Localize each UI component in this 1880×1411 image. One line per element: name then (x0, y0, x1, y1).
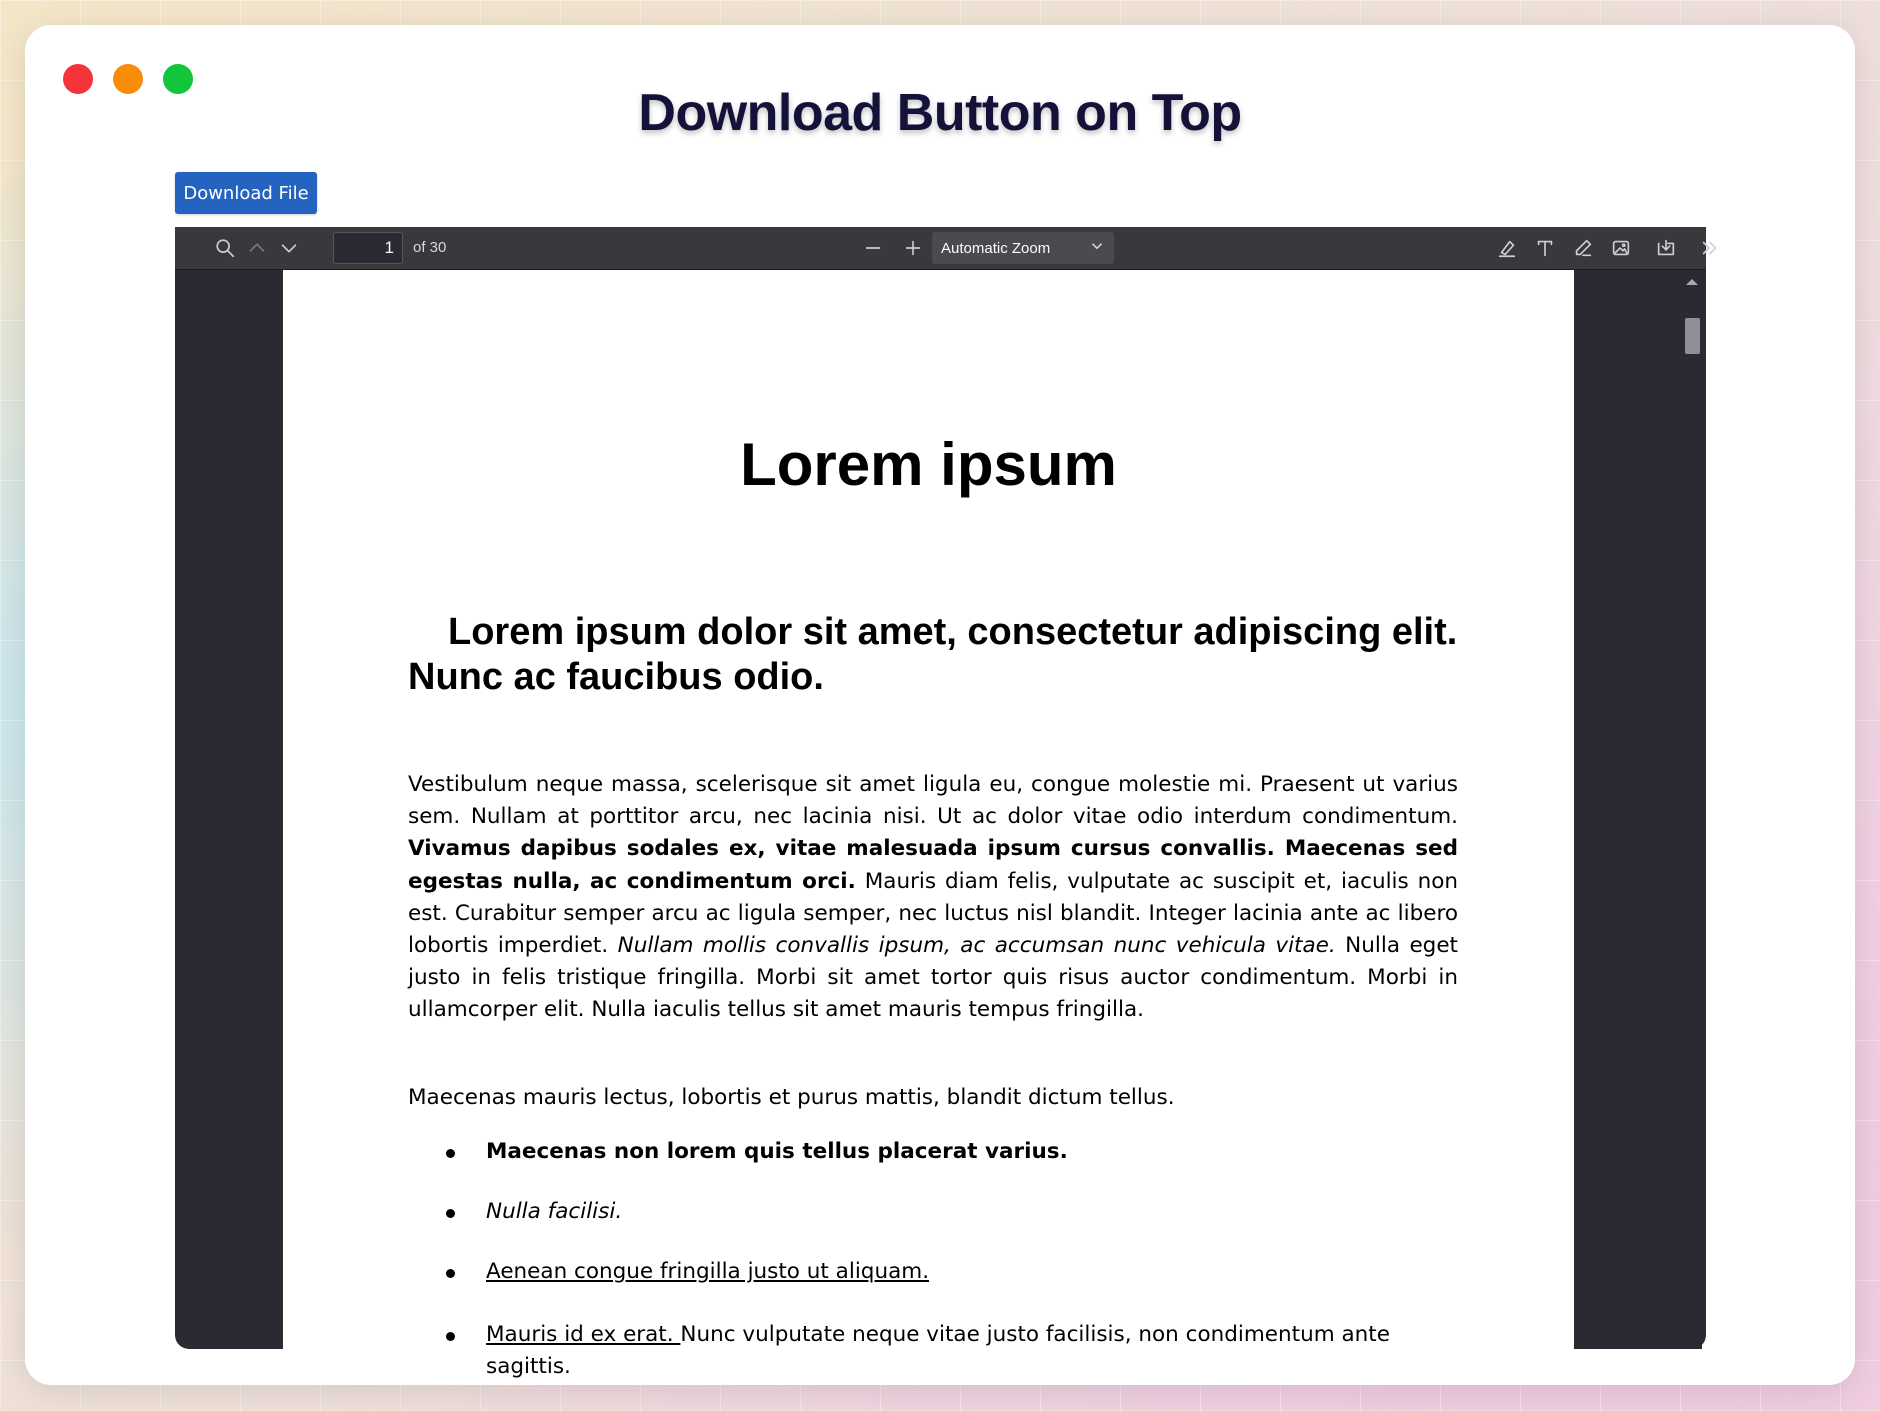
paragraph-italic-text: Nullam mollis convallis ipsum, ac accumsan nunc vehicula vitae. (617, 933, 1336, 959)
document-subtitle: Lorem ipsum dolor sit amet, consectetur adipiscing elit. Nunc ac faucibus odio. (408, 611, 1458, 698)
paragraph-text: Mauris diam felis, vulputate ac suscipit et, iaculis non est. Curabitur semper arcu ac ligula semper, nec luctus nisl blandit. Integer lacinia ante ac libero lobortis imperdiet. (408, 868, 1458, 959)
document-title: Lorem ipsum (740, 431, 1117, 498)
pdf-viewer (175, 227, 1706, 1379)
chevron-down-icon (1088, 237, 1106, 259)
document-paragraph (408, 769, 1458, 1027)
scrollbar[interactable] (1682, 270, 1702, 1349)
scroll-up-icon[interactable] (1686, 279, 1698, 285)
zoom-out-icon[interactable] (859, 235, 887, 261)
previous-page-icon[interactable] (243, 235, 271, 261)
next-page-icon[interactable] (275, 235, 303, 261)
document-paragraph: Maecenas mauris lectus, lobortis et purus mattis, blandit dictum tellus. (408, 1085, 1175, 1110)
paragraph-text: Vestibulum neque massa, scelerisque sit amet ligula eu, congue molestie mi. Praesent ut varius sem. Nullam at porttitor arcu, nec lacinia nisi. Ut ac dolor vitae odio interdum condimentum. (408, 772, 1458, 830)
list-item-link[interactable]: Aenean congue fringilla justo ut aliquam. (486, 1259, 930, 1284)
more-tools-icon[interactable] (1696, 235, 1724, 261)
zoom-in-icon[interactable] (899, 235, 927, 261)
paragraph-text: Nulla eget justo in felis tristique fringilla. Morbi sit amet tortor quis risus auctor condimentum. Morbi in ullamcorper elit. Nulla iaculis tellus sit amet mauris tempus fringilla. (408, 933, 1458, 1023)
download-icon[interactable] (1652, 235, 1680, 261)
list-item-text: Nulla facilisi. (486, 1199, 623, 1224)
list-item (408, 1319, 1458, 1383)
image-icon[interactable] (1607, 235, 1635, 261)
search-icon[interactable] (211, 235, 239, 261)
zoom-select[interactable] (932, 232, 1114, 264)
list-item (408, 1256, 1458, 1288)
scrollbar-thumb[interactable] (1685, 318, 1700, 354)
download-file-button[interactable]: Download File (175, 172, 317, 214)
highlight-icon[interactable] (1493, 235, 1521, 261)
app-window (25, 25, 1855, 1385)
paragraph-bold-text: Vivamus dapibus sodales ex, vitae malesuada ipsum cursus convallis. Maecenas sed egestas nulla, ac condimentum orci. (408, 836, 1458, 894)
page-title: Download Button on Top (638, 84, 1242, 142)
list-item-text: Maecenas non lorem quis tellus placerat varius. (486, 1139, 1068, 1164)
pdf-toolbar (175, 227, 1706, 270)
list-item (408, 1196, 1458, 1228)
list-item-text: Nunc vulputate neque vitae justo facilisis, non condimentum ante sagittis. (486, 1322, 1390, 1379)
list-item (408, 1136, 1458, 1168)
zoom-select-value: Automatic Zoom (941, 239, 1051, 257)
page-count: of 30 (413, 239, 447, 256)
pdf-page (283, 270, 1574, 1379)
text-icon[interactable] (1531, 235, 1559, 261)
document-bullet-list (408, 1136, 1458, 1411)
draw-icon[interactable] (1569, 235, 1597, 261)
page-number-input[interactable] (333, 232, 403, 264)
list-item-link[interactable]: Mauris id ex erat. (486, 1322, 681, 1347)
